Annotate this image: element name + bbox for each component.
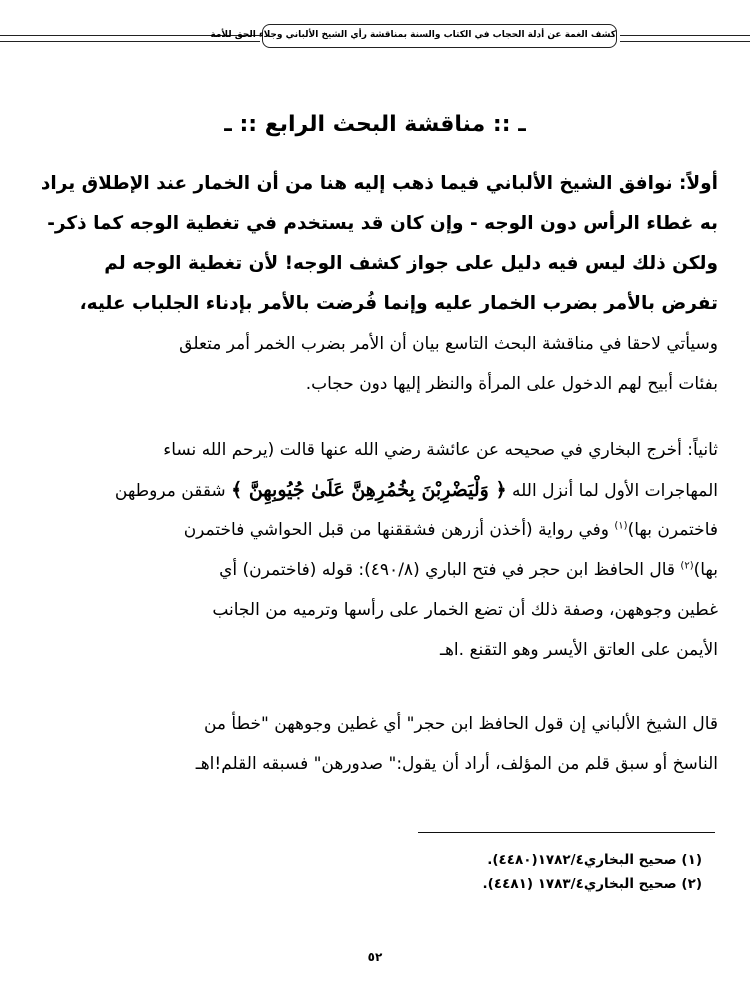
paragraph-line: الأيمن على العاتق الأيسر وهو التقنع .اهـ	[439, 640, 718, 660]
page-number: ٥٢	[367, 950, 383, 964]
paragraph-first	[36, 164, 718, 404]
footnote-1: (١) صحيح البخاري١٧٨٢/٤(٤٤٨٠).	[487, 852, 702, 868]
running-header: كشف الغمة عن أدلة الحجاب في الكتاب والسنة بمناقشة رأي الشيخ الألباني وجلاء الحق للأمة	[262, 24, 617, 48]
paragraph-line: ثانياً: أخرج البخاري في صحيحه عن عائشة رضي الله عنها قالت (يرحم الله نساء	[163, 440, 718, 460]
text-segment: فاختمرن بها)	[627, 520, 718, 540]
paragraph-line	[36, 550, 718, 590]
text-segment: وفي رواية (أخذن أزرهن فشققنها من قبل الحواشي فاختمرن	[183, 520, 615, 540]
paragraph-line: غطين وجوههن، وصفة ذلك أن تضع الخمار على رأسها وترميه من الجانب	[212, 600, 718, 620]
paragraph-second	[36, 430, 718, 670]
paragraph-line: به غطاء الرأس دون الوجه - وإن كان قد يستخدم في تغطية الوجه كما ذكر-	[47, 213, 718, 234]
paragraph-line	[36, 510, 718, 550]
text-segment: المهاجرات الأول لما أنزل الله	[512, 481, 718, 501]
quran-verse: ﴿ وَلْيَضْرِبْنَ بِخُمُرِهِنَّ عَلَىٰ جُيُوبِهِنَّ ﴾	[231, 479, 507, 501]
footnote-2: (٢) صحيح البخاري١٧٨٣/٤ (٤٤٨١).	[482, 876, 702, 892]
paragraph-line: بفئات أبيح لهم الدخول على المرأة والنظر إليها دون حجاب.	[305, 374, 718, 394]
section-title: ـ :: مناقشة البحث الرابع :: ـ	[224, 112, 526, 137]
paragraph-line: أولاً: نوافق الشيخ الألباني فيما ذهب إليه هنا من أن الخمار عند الإطلاق يراد	[40, 173, 718, 194]
text-segment: قال الحافظ ابن حجر في فتح الباري (٤٩٠/٨): قوله (فاختمرن) أي	[219, 560, 681, 580]
paragraph-third	[36, 704, 718, 784]
paragraph-line: قال الشيخ الألباني إن قول الحافظ ابن حجر" أي غطين وجوههن "خطأ من	[203, 714, 718, 734]
paragraph-line: الناسخ أو سبق قلم من المؤلف، أراد أن يقول:" صدورهن" فسبقه القلم!اهـ	[195, 754, 718, 774]
paragraph-line: تفرض بالأمر بضرب الخمار عليه وإنما فُرضت بالأمر بإدناء الجلباب عليه،	[79, 293, 718, 314]
paragraph-line: وسيأتي لاحقا في مناقشة البحث التاسع بيان أن الأمر بضرب الخمر أمر متعلق	[179, 334, 718, 354]
header-rule-right-2	[620, 41, 750, 42]
footnotes	[483, 848, 702, 896]
footnote-marker-2[interactable]: (٢)	[680, 560, 694, 572]
header-rule-right-1	[620, 35, 750, 36]
footnote-marker-1[interactable]: (١)	[614, 520, 628, 532]
footnote-divider	[418, 832, 715, 833]
paragraph-line: ولكن ذلك ليس فيه دليل على جواز كشف الوجه! لأن تغطية الوجه لم	[104, 253, 718, 274]
text-segment: شققن مروطهن	[114, 481, 226, 501]
paragraph-line	[36, 470, 718, 510]
text-segment: بها)	[693, 560, 718, 580]
